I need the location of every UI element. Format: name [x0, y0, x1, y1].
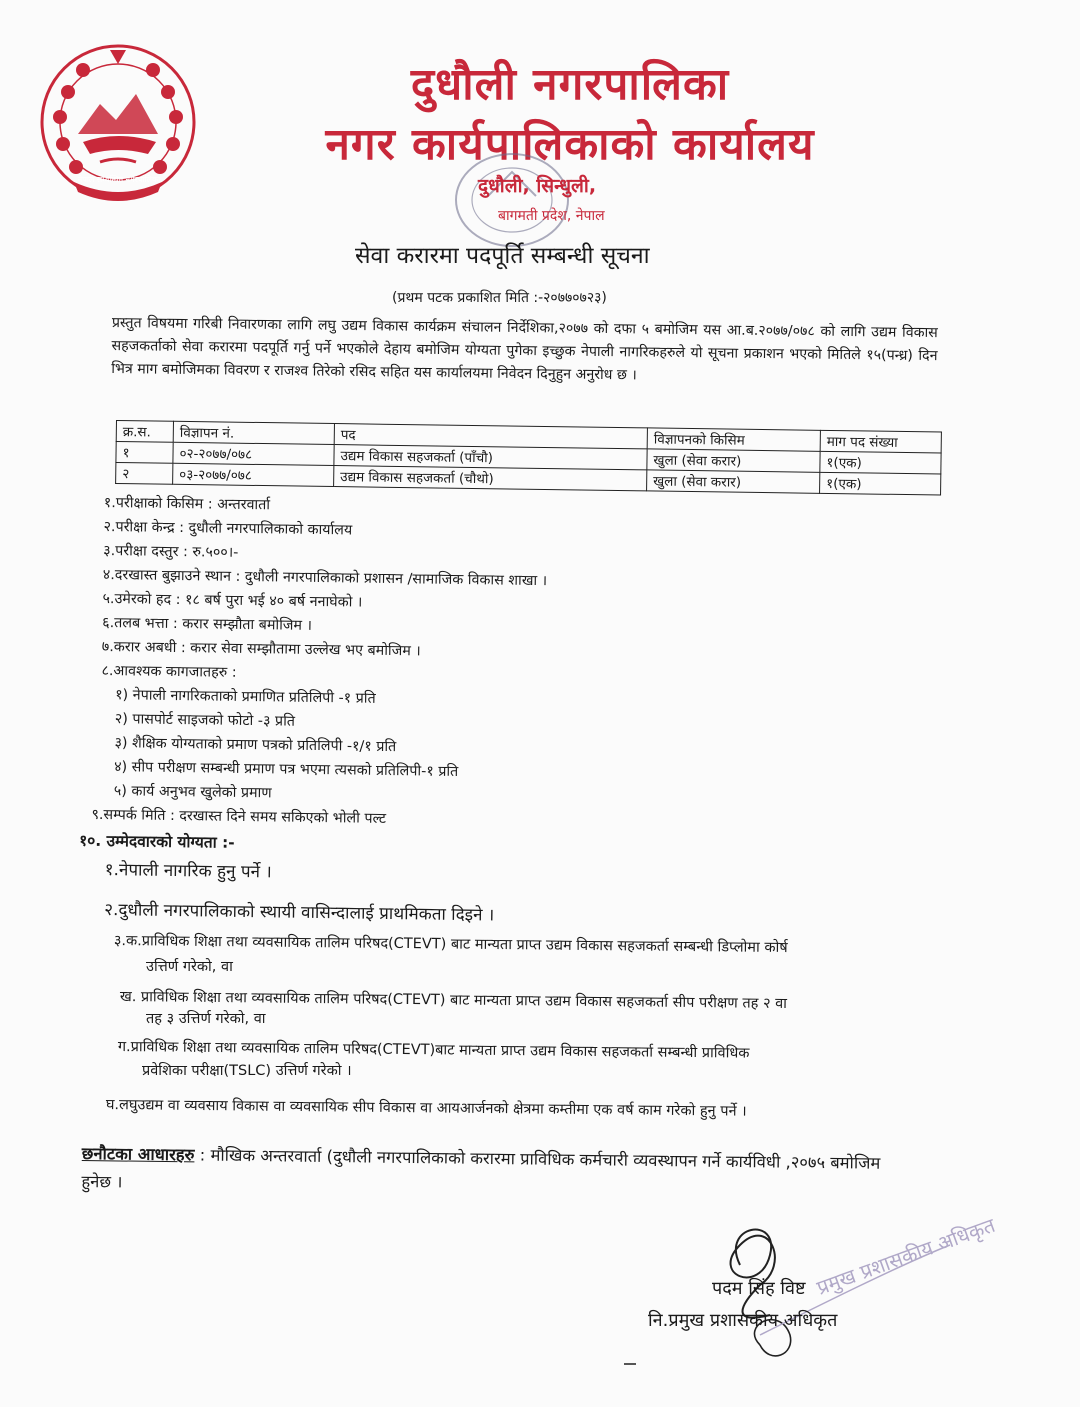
office-name: नगर कार्यपालिकाको कार्यालय — [325, 119, 815, 170]
qualification-item: घ.लघुउद्यम वा व्यवसाय विकास वा व्यवसायिक सीप विकास वा आयआर्जनको क्षेत्रमा कम्तीमा एक वर्ष काम गरेको हुनु पर्ने । — [105, 1096, 747, 1120]
cell-sn: २ — [116, 463, 173, 485]
details-list — [79, 493, 1004, 926]
page-mark — [624, 1363, 636, 1365]
contact-date: ९.सम्पर्क मिति : दरखास्त दिने समय सकिएको भोली पल्ट — [91, 806, 387, 827]
qualification-item: तह ३ उत्तिर्ण गरेको, वा — [146, 1011, 266, 1027]
qualification-item: ३.क.प्राविधिक शिक्षा तथा व्यवसायिक तालिम परिषद(CTEVT) बाट मान्यता प्राप्त उद्यम विकास सहजकर्ता सम्बन्धी डिप्लोमा कोर्ष — [113, 932, 788, 957]
cell-count: १(एक) — [820, 451, 941, 474]
col-header-post: पद — [334, 424, 647, 449]
detail-submission-place: ४.दरखास्त बुझाउने स्थान : दुधौली नगरपालिकाको प्रशासन /सामाजिक विकास शाखा । — [102, 566, 548, 590]
signatory-designation: नि.प्रमुख प्रशासकीय अधिकृत — [648, 1310, 838, 1331]
qualification-item: २.दुधौली नगरपालिकाको स्थायी वासिन्दालाई प्राथमिकता दिइने । — [104, 900, 495, 926]
cell-ad-no: ०३-२०७७/०७८ — [173, 463, 334, 486]
document-item: ५) कार्य अनुभव खुलेको प्रमाण — [113, 783, 272, 802]
cell-ad-no: ०२-२०७७/०७८ — [173, 442, 334, 465]
intro-paragraph: प्रस्तुत विषयमा गरिबी निवारणका लागि लघु उद्यम विकास कार्यक्रम संचालन निर्देशिका,२०७७ को दफा ५ बमोजिम यस आ.ब.२०७७/०७८ को लागि उद्यम विकास सहजकर्ताको सेवा करारमा पदपूर्ति गर्नु पर्ने भएकोले देहाय बमोजिम योग्यता पुगेका इच्छुक नेपाली नागरिकहरुले यो सूचना प्रकाशन भएको मितिले १५(पन्ध्र) दिन भित्र माग बमोजिमका विवरण र राजश्व तिरेको रसिद सहित यस कार्यालयमा निवेदन दिनुहुन अनुरोध छ । — [111, 314, 938, 384]
cell-post: उद्यम विकास सहजकर्ता (चौथो) — [334, 466, 647, 491]
qualification-heading: १०. उम्मेदवारको योग्यता :- — [79, 831, 235, 852]
detail-contract-period: ७.करार अबधी : करार सेवा सम्झौतामा उल्लेख भए बमोजिम । — [101, 638, 421, 660]
qualification-item: ख. प्राविधिक शिक्षा तथा व्यवसायिक तालिम परिषद(CTEVT) बाट मान्यता प्राप्त उद्यम विकास सहजकर्ता सीप परीक्षण तह २ वा — [119, 988, 788, 1012]
document-item: १) नेपाली नागरिकताको प्रमाणित प्रतिलिपी -१ प्रति — [115, 687, 376, 707]
detail-documents-heading: ८.आवश्यक कागजातहरु : — [101, 662, 237, 681]
col-header-sn: क्र.स. — [116, 421, 173, 443]
notice-title: सेवा करारमा पदपूर्ति सम्बन्धी सूचना — [355, 243, 650, 269]
address-line2: बागमती प्रदेश, नेपाल — [498, 208, 605, 224]
selection-basis-text: : मौखिक अन्तरवार्ता (दुधौली नगरपालिकाको करारमा प्राविधिक कर्मचारी व्यवस्थापन गर्ने कार्यविधी ,२०७५ बमोजिम हुनेछ । — [81, 1145, 881, 1192]
stamp-text: प्रमुख प्रशासकीय अधिकृत — [813, 1212, 999, 1300]
cell-sn: १ — [116, 442, 173, 464]
cell-count: १(एक) — [820, 472, 941, 495]
col-header-count: माग पद संख्या — [820, 430, 941, 453]
emblem-ribbon-text: नेपाल सम्बन्धित नगरपालिका — [77, 175, 161, 184]
signatory-name: पदम सिंह विष्ट — [712, 1278, 806, 1299]
detail-salary: ६.तलब भत्ता : करार सम्झौता बमोजिम । — [102, 614, 313, 634]
address-line1: दुधौली, सिन्धुली, — [478, 175, 597, 197]
qualification-item: प्रवेशिका परीक्षा(TSLC) उत्तिर्ण गरेको । — [142, 1063, 352, 1079]
cell-ad-type: खुला (सेवा करार) — [647, 470, 820, 493]
document-item: २) पासपोर्ट साइजको फोटो -३ प्रति — [114, 711, 296, 730]
selection-basis — [81, 1140, 912, 1206]
detail-age-limit: ५.उमेरको हद : १८ बर्ष पुरा भई ४० बर्ष ननाघेको । — [102, 590, 363, 611]
col-header-ad-no: विज्ञापन नं. — [173, 421, 334, 444]
qualification-item: १.नेपाली नागरिक हुनु पर्ने । — [104, 860, 272, 883]
selection-basis-label: छनौटका आधारहरु — [81, 1143, 195, 1165]
document-item: ३) शैक्षिक योग्यताको प्रमाण पत्रको प्रतिलिपी -१/१ प्रति — [114, 735, 397, 756]
cell-ad-type: खुला (सेवा करार) — [647, 449, 820, 472]
qualification-item: ग.प्राविधिक शिक्षा तथा व्यवसायिक तालिम परिषद(CTEVT)बाट मान्यता प्राप्त उद्यम विकास सहजकर्ता सम्बन्धी प्राविधिक — [117, 1038, 750, 1062]
qualification-item: उत्तिर्ण गरेको, वा — [146, 959, 233, 975]
detail-exam-fee: ३.परीक्षा दस्तुर : रु.५००।- — [103, 542, 239, 561]
col-header-ad-type: विज्ञापनको किसिम — [647, 428, 820, 451]
detail-exam-center: २.परीक्षा केन्द्र : दुधौली नगरपालिकाको कार्यालय — [103, 518, 353, 539]
vacancy-table — [115, 420, 942, 496]
detail-exam-type: १.परीक्षाको किसिम : अन्तरवार्ता — [103, 494, 271, 514]
document-item: ४) सीप परीक्षण सम्बन्धी प्रमाण पत्र भएमा त्यसको प्रतिलिपी-१ प्रति — [114, 759, 459, 780]
municipality-name: दुधौली नगरपालिका — [410, 59, 730, 110]
published-date: (प्रथम पटक प्रकाशित मिति :-२०७७०७२३) — [392, 290, 607, 306]
cell-post: उद्यम विकास सहजकर्ता (पाँचौ) — [334, 445, 647, 470]
